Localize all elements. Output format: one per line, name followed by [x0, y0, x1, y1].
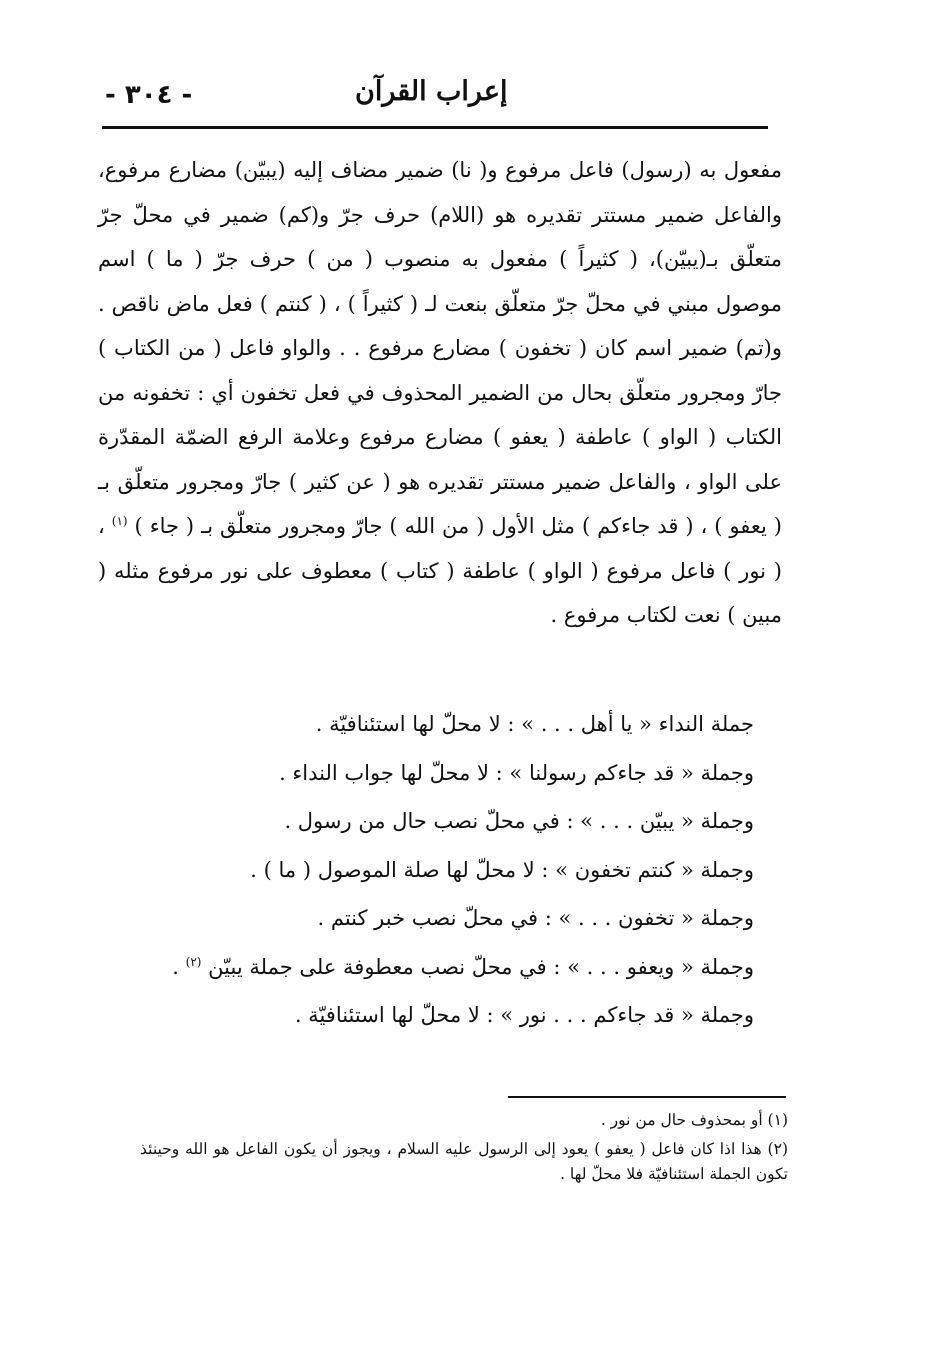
sentence-line: وجملة « قد جاءكم . . . نور » : لا محلّ لها استئنافيّة . [294, 1003, 754, 1027]
footnote-rule [508, 1096, 786, 1098]
footnote-1: (١) أو بمحذوف حال من نور . [600, 1111, 788, 1129]
sentence-line: وجملة « يبيّن . . . » : في محلّ نصب حال من رسول . [284, 809, 754, 833]
paragraph-text: مفعول به (رسول) فاعل مرفوع و( نا) ضمير مضاف إليه (يبيّن) مضارع مرفوع، والفاعل ضمير مستتر تقديره هو (اللام) حرف جرّ و(كم) ضمير في محلّ جرّ متعلّق بـ(يبيّن)، ( كثيراً ) مفعول به منصوب ( من ) حرف جرّ ( ما ) اسم موصول مبني في محلّ جرّ متعلّق بنعت لـ ( كثيراً ) ، ( كنتم ) فعل ماض ناقص . و(تم) ضمير اسم كان ( تخفون ) مضارع مرفوع . . والواو فاعل ( من الكتاب ) جارّ ومجرور متعلّق بحال من الضمير المحذوف في فعل تخفون أي : تخفونه من الكتاب ( الواو ) عاطفة ( يعفو ) مضارع مرفوع وعلامة الرفع الضمّة المقدّرة على الواو ، والفاعل ضمير مستتر تقديره هو ( عن كثير ) جارّ ومجرور متعلّق بـ ( يعفو ) ، ( قد جاءكم ) مثل الأول ( من الله ) جارّ ومجرور متعلّق بـ ( جاء ) [98, 158, 782, 538]
sentence-analysis [98, 700, 782, 1040]
sentence-line: وجملة « تخفون . . . » : في محلّ نصب خبر كنتم . [317, 906, 754, 930]
footnote-2: (٢) هذا اذا كان فاعل ( يعفو ) يعود إلى الرسول عليه السلام ، ويجوز أن يكون الفاعل هو الله وحينئذ تكون الجملة استئنافيّة فلا محلّ لها . [140, 1140, 788, 1183]
page-number: - ٣٠٤ - [105, 80, 193, 110]
sentence-line: وجملة « كنتم تخفون » : لا محلّ لها صلة الموصول ( ما ) . [250, 857, 754, 882]
footnote-ref-2: (٢) [185, 954, 202, 969]
header-rule [102, 126, 768, 129]
body-paragraph [98, 148, 782, 638]
sentence-line: جملة النداء « يا أهل . . . » : لا محلّ لها استئنافيّة . [315, 712, 754, 736]
sentence-line-wide [98, 943, 782, 992]
paragraph-text-end: ، ( نور ) فاعل مرفوع ( الواو ) عاطفة ( كتاب ) معطوف على نور مرفوع مثله ( مبين ) نعت لكتاب مرفوع . [98, 514, 782, 627]
footnote-ref-1: (١) [111, 514, 128, 528]
footnotes [140, 1108, 788, 1191]
running-title: إعراب القرآن [355, 76, 508, 107]
page-header [105, 70, 767, 126]
main-text [98, 148, 782, 638]
sentence-wide-tail: . [172, 954, 179, 979]
sentence-wide-text: وجملة « ويعفو . . . » : في محلّ نصب معطوفة على جملة يبيّن [208, 954, 754, 979]
sentence-line: وجملة « قد جاءكم رسولنا » : لا محلّ لها جواب النداء . [279, 760, 754, 785]
